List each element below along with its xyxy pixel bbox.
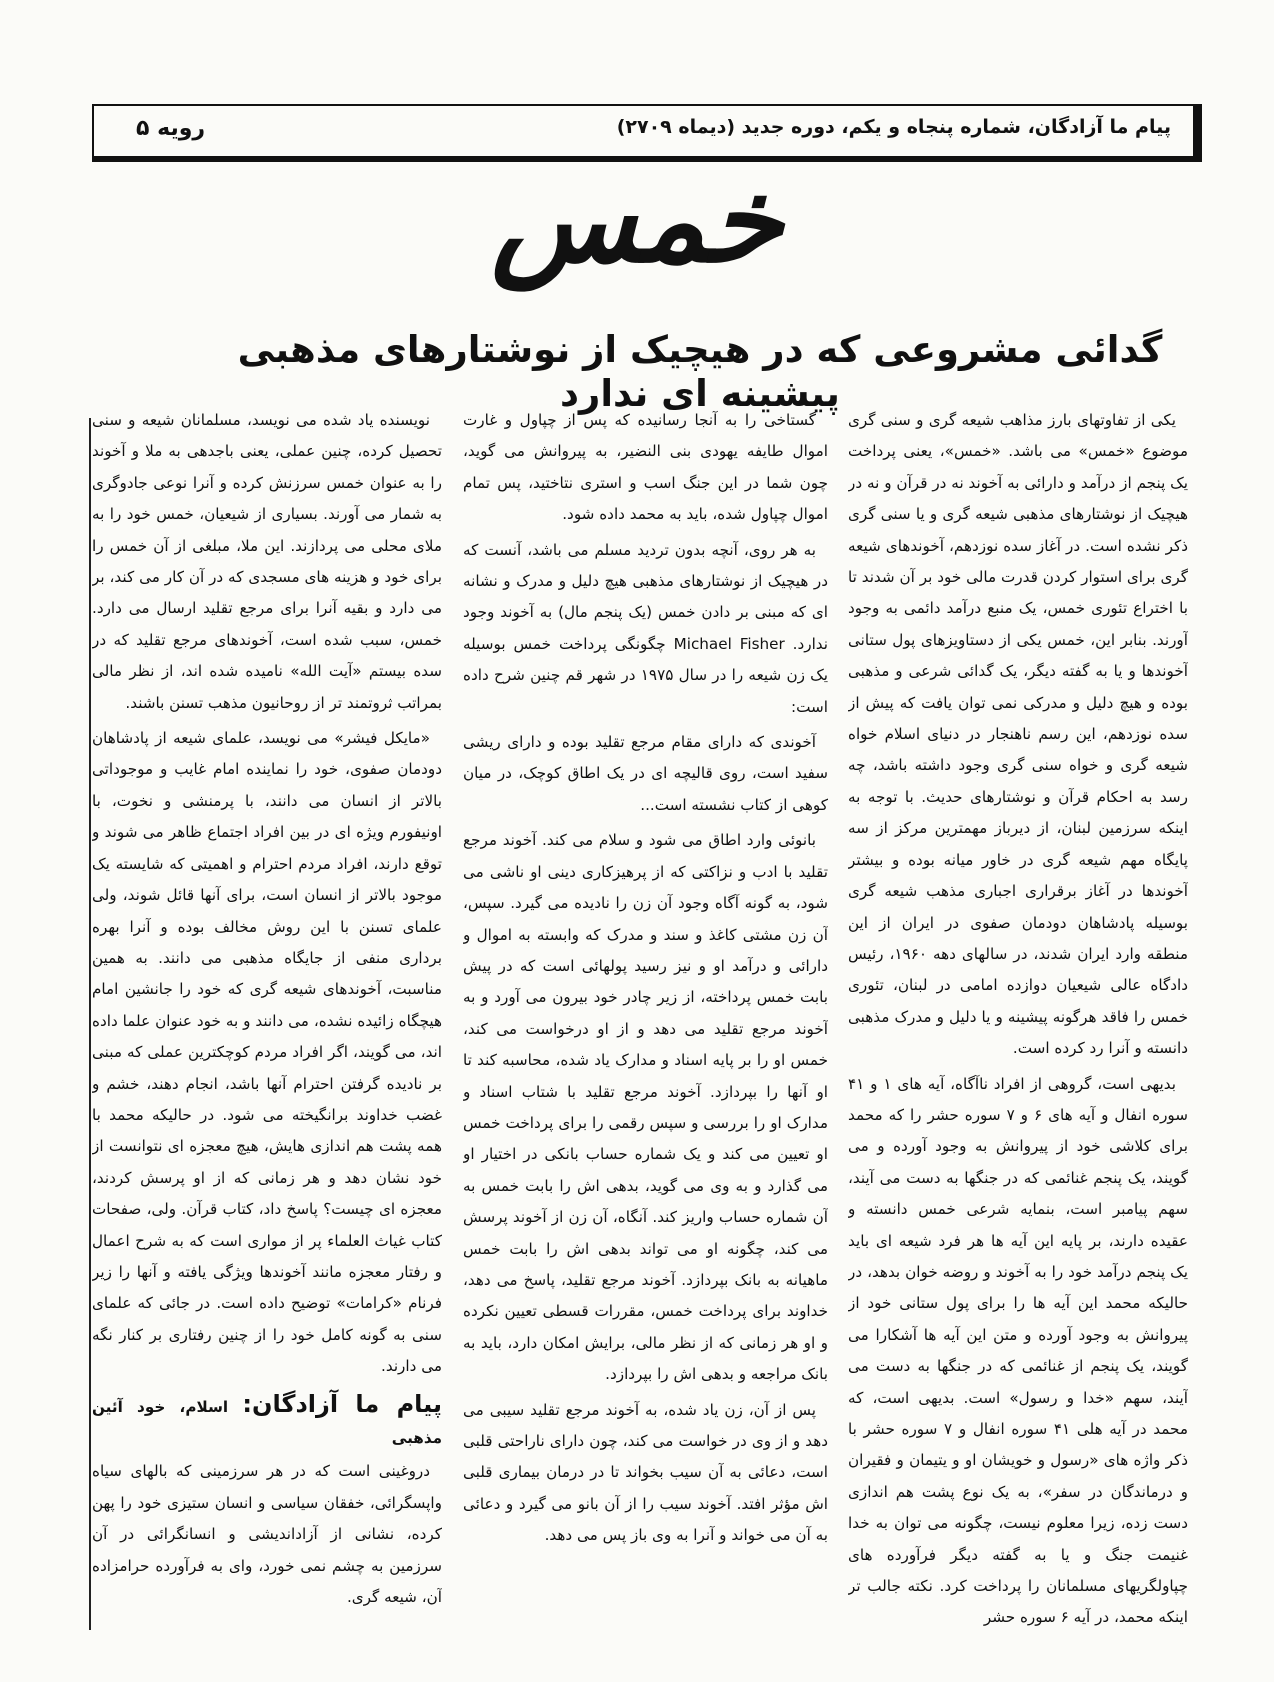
issue-line: پیام ما آزادگان، شماره پنجاه و یکم، دوره جدید (دیماه ۲۷۰۹) [616,116,1171,138]
article-subtitle: گدائی مشروعی که در هیچیک از نوشتارهای مذهبی پیشینه ای ندارد [237,328,1163,416]
paragraph: به هر روی، آنچه بدون تردید مسلم می باشد، آنست که در هیچیک از نوشتارهای مذهبی هیچ دلیل و مدرک و نشانه ای که مبنی بر دادن خمس (یک پنجم مال) به آخوند وجود ندارد. Michael Fisher چگونگی پرداخت خمس بوسیله یک زن شیعه را در سال ۱۹۷۵ در شهر قم چنین شرح داده است: [463,540,828,716]
editorial-lead: اسلام، خود آئین مذهبی [92,1397,442,1447]
editorial-note-heading [92,1389,442,1455]
paragraph: «مایکل فیشر» می نویسد، علمای شیعه از پادشاهان دودمان صفوی، خود را نماینده امام غایب و موجوداتی بالاتر از انسان می دانند، با پرمنشی و نخوت، با اونیفورم ویژه ای در بین افراد اجتماع ظاهر می شوند و توقع دارند، افراد مردم احترام و اهمیتی که شایسته یک موجود بالاتر از انسان است، برای آنها قائل شوند، ولی علمای تسنن با این روش مخالف بوده و آنرا بهره برداری منفی از جایگاه مذهبی می دانند. به همین مناسبت، آخوندهای شیعه گری که خود را جانشین امام هیچگاه زائیده نشده، می دانند و به خود عنوان علما داده اند، می گویند، اگر افراد مردم کوچکترین عملی که مبنی بر نادیده گرفتن احترام آنها باشد، انجام دهند، خشم و غضب خداوند برانگیخته می شود. در حالیکه محمد با همه پشت هم اندازی هایش، هیچ معجزه ای نتوانست از خود نشان دهد و هر زمانی که از او پرسش کردند، معجزه ای چیست؟ پاسخ داد، کتاب قرآن. ولی، صفحات کتاب غیاث العلماء پر از مواری است که به شرح اعمال و رفتار معجزه مانند آخوندها ویژگی یافته و آنها را زیر فرنام «کرامات» توضیح داده است. در جائی که علمای سنی به گونه کامل خود را از چنین رفتاری بر کنار نگه می دارند. [92,729,442,1376]
paragraph: پس از آن، زن یاد شده، به آخوند مرجع تقلید سیبی می دهد و از وی در خواست می کند، چون دارای ناراحتی قلبی است، دعائی به آن سیب بخواند تا در درمان بیماری قلبی اش مؤثر افتد. آخوند سیب را از آن بانو می گیرد و دعائی به آن می خواند و آنرا به وی باز پس می دهد. [463,1400,828,1545]
column-middle [463,405,828,1645]
column-right [848,405,1188,1645]
paragraph: آخوندی که دارای مقام مرجع تقلید بوده و دارای ریشی سفید است، روی قالیچه ای در یک اطاق کوچک، در میان کوهی از کتاب نشسته است... [463,733,828,814]
paragraph: گستاخی را به آنجا رسانیده که پس از چپاول و غارت اموال طایفه یهودی بنی النضیر، به پیروانش می گوید، چون شما در این جنگ اسب و استری نتاختید، پس تمام اموال چپاول شده، باید به محمد داده شود. [463,411,828,524]
publication-name: پیام ما آزادگان: [242,1389,442,1418]
paragraph: بدیهی است، گروهی از افراد ناآگاه، آیه های ۱ و ۴۱ سوره انفال و آیه های ۶ و ۷ سوره حشر را که محمد برای کلاشی خود از پیروانش به وجود آورده و می گویند، یک پنجم غنائمی که در جنگها به دست می آیند، سهم پیامبر است، بنمایه شرعی خمس دانسته و عقیده دارند، بر پایه این آیه ها هر فرد شیعه ای باید یک پنجم درآمد خود را به آخوند و روضه خوان بدهد، در حالیکه محمد این آیه ها را برای پول ستانی خود از پیروانش به وجود آورده و متن این آیه ها آشکارا می گویند، یک پنجم از غنائمی که در جنگها به دست می آیند، سهم «خدا و رسول» است. بدیهی است، که محمد در آیه هلی ۴۱ سوره انفال و ۷ سوره حشر با ذکر واژه های «رسول و خویشان او و یتیمان و فقیران و درماندگان در سفر»، به یک نوع پشت هم اندازی دست زده، زیرا معلوم نیست، چگونه می توان به خدا غنیمت جنگ و یا به گفته دیگر فرآورده های چپاولگریهای مسلمانان را پرداخت کرد. نکته جالب تر اینکه محمد، در آیه ۶ سوره حشر [848,1074,1188,1627]
editorial-note: دروغینی است که در هر سرزمینی که بالهای سیاه واپسگرائی، خفقان سیاسی و انسان ستیزی خود را پهن کرده، نشانی از آزاداندیشی و انسانگرائی در آن سرزمین به چشم نمی خورد، وای به فرآورده حرامزاده آن، شیعه گری. [92,1462,442,1607]
column-divider [89,418,91,1630]
page-number-label: رویه ۵ [136,116,206,141]
paragraph: یکی از تفاوتهای بارز مذاهب شیعه گری و سنی گری موضوع «خمس» می باشد. «خمس»، یعنی پرداخت یک پنجم از درآمد و دارائی به آخوند نه در قرآن و نه در هیچیک از نوشتارهای مذهبی شیعه گری و یا سنی گری ذکر نشده است. در آغاز سده نوزدهم، آخوندهای شیعه گری برای استوار کردن قدرت مالی خود بر آن شدند تا با اختراع تئوری خمس، یک منبع درآمد دائمی به وجود آورند. بنابر این، خمس یکی از دستاویزهای پول ستانی آخوندها و یا به گفته دیگر، یک گدائی شرعی و مذهبی بوده و هیچ دلیل و مدرکی نمی توان یافت که پیش از سده نوزدهم، این رسم ناهنجار در دنیای اسلام خواه شیعه گری و خواه سنی گری وجود داشته باشد، چه رسد به احکام قرآن و نوشتارهای حدیث. با توجه به اینکه سرزمین لبنان، از دیرباز مهمترین مرکز از سه پایگاه مهم شیعه گری در خاور میانه بوده و بیشتر آخوندها در آغاز برقراری اجباری مذهب شیعه گری بوسیله پادشاهان دودمان صفوی در ایران از این منطقه وارد ایران شدند، در سالهای دهه ۱۹۶۰، رئیس دادگاه عالی شیعیان دوازده امامی در لبنان، تئوری خمس را فاقد هرگونه پیشینه و یا دلیل و مدرک مذهبی دانسته و آنرا رد کرده است. [848,411,1188,1058]
column-left [92,405,442,1645]
article-title: خمس [491,150,783,289]
paragraph: نویسنده یاد شده می نویسد، مسلمانان شیعه و سنی تحصیل کرده، چنین عملی، یعنی باجدهی به ملا و آخوند را به عنوان خمس سرزنش کرده و آنرا نوعی جادوگری به شمار می آورند. بسیاری از شیعیان، خمس خود را به ملای محلی می پردازند. این ملا، مبلغی از آن خمس را برای خود و هزینه های مسجدی که در آن کار می کند، بر می دارد و بقیه آنرا برای مرجع تقلید ارسال می دارد. خمس، سبب شده است، آخوندهای مرجع تقلید که در سده بیستم «آیت الله» نامیده شده اند، از نظر مالی بمراتب ثروتمند تر از روحانیون مذهب تسنن باشند. [92,411,442,712]
paragraph: بانوئی وارد اطاق می شود و سلام می کند. آخوند مرجع تقلید با ادب و نزاکتی که از پرهیزکاری دینی او ناشی می شود، به گونه آگاه وجود آن زن را نادیده می گیرد. سپس، آن زن مشتی کاغذ و سند و مدرک که وابسته به اموال و دارائی و درآمد او و نیز رسید پولهائی است که در پیش بابت خمس پرداخته، از زیر چادر خود بیرون می آورد و به آخوند مرجع تقلید می دهد و از او درخواست می کند، خمس او را بر پایه اسناد و مدارک یاد شده، محاسبه کند تا او آنها را بپردازد. آخوند مرجع تقلید با شتاب اسناد و مدارک او را بررسی و سپس رقمی را برای پرداخت خمس او تعیین می کند و یک شماره حساب بانکی در اختیار او می گذارد و به وی می گوید، بدهی اش را بابت خمس به آن شماره حساب واریز کند. آنگاه، آن زن از آخوند پرسش می کند، چگونه او می تواند بدهی اش را بابت خمس ماهیانه به بانک بپردازد. آخوند مرجع تقلید، پاسخ می دهد، خداوند برای پرداخت خمس، مقررات قسطی تعیین نکرده و او هر زمانی که از نظر مالی، برایش امکان دارد، باید به بانک مراجعه و بدهی اش را بپردازد. [463,831,828,1384]
